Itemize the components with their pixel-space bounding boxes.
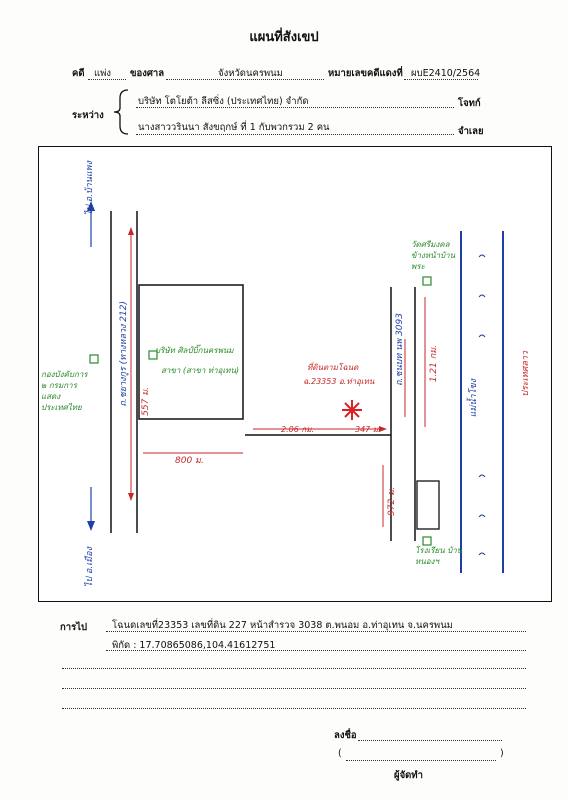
to-ban-phaeng-label: ไป อ.บ้านแพง	[85, 161, 95, 216]
dist-left-road: 557 ม.	[141, 387, 151, 416]
between-label: ระหว่าง	[72, 110, 104, 121]
company-branch: สาขา (สาขา ท่าอุเทน)	[161, 366, 240, 375]
dist-right-bottom: 972 ม.	[387, 487, 397, 516]
river-label: แม่น้ำโขง	[469, 379, 479, 418]
signature-role: ผู้จัดทำ	[394, 770, 423, 781]
case-label: คดี	[72, 68, 85, 79]
property-marker-icon	[342, 400, 362, 420]
sign-label: ลงชื่อ	[334, 730, 357, 741]
brace-icon	[112, 88, 132, 136]
court-name: จังหวัดนครพนม	[218, 68, 283, 79]
map-drawing	[39, 147, 550, 600]
defendant-role: จำเลย	[458, 126, 484, 137]
school-label: โรงเรียน บ้านหนองฯ	[415, 546, 463, 566]
left-landmark: กองบังคับการ ๒ กรมการแสดง ประเทศไทย	[41, 370, 88, 412]
case-no-label: หมายเลขคดีแดงที่	[328, 68, 403, 79]
dist-bottom-company: 800 ม.	[175, 456, 204, 466]
dist-access2: 347 ม.	[355, 425, 381, 434]
property-label: ที่ดินตามโฉนด	[307, 363, 359, 372]
court-label: ของศาล	[130, 68, 165, 79]
open-paren: (	[338, 748, 342, 759]
case-type: แพ่ง	[94, 68, 112, 79]
directions-label: การไป	[60, 622, 87, 633]
directions-line2: พิกัด : 17.70865086,104.41612751	[112, 640, 276, 651]
page-title: แผนที่สังเขป	[249, 30, 319, 45]
laos-label: ประเทศลาว	[521, 351, 531, 397]
company-name: บริษัท ศิลป์บิ๊กนครพนม	[155, 346, 234, 355]
to-mueang-label: ไป อ.เมือง	[85, 547, 95, 588]
close-paren: )	[500, 748, 504, 759]
secondary-road-label: ถ.ชนบท นพ 3093	[395, 313, 405, 386]
defendant-name: นางสาววรินนา สังขฤกษ์ ที่ 1 กับพวกรวม 2 คน	[138, 122, 330, 133]
dist-right-top: 1.21 กม.	[429, 345, 439, 383]
directions-line1: โฉนดเลขที่23353 เลขที่ดิน 227 หน้าสำรวจ 3038 ต.พนอม อ.ท่าอุเทน จ.นครพนม	[112, 620, 453, 631]
dist-access: 2.06 กม.	[281, 425, 315, 434]
property-no: ฉ.23353 อ.ท่าอุเทน	[303, 377, 375, 386]
case-no: ผบE2410/2564	[411, 68, 481, 79]
sketch-map	[38, 146, 552, 602]
main-road-label: ถ.ชยางกูร (ทางหลวง 212)	[119, 301, 129, 407]
temple-label: วัดศรีมงคล ข้างหน้าบ้านพระ	[411, 240, 456, 271]
plaintiff-name: บริษัท โตโยต้า ลีสซิ่ง (ประเทศไทย) จำกัด	[138, 96, 309, 107]
plaintiff-role: โจทก์	[458, 98, 481, 109]
